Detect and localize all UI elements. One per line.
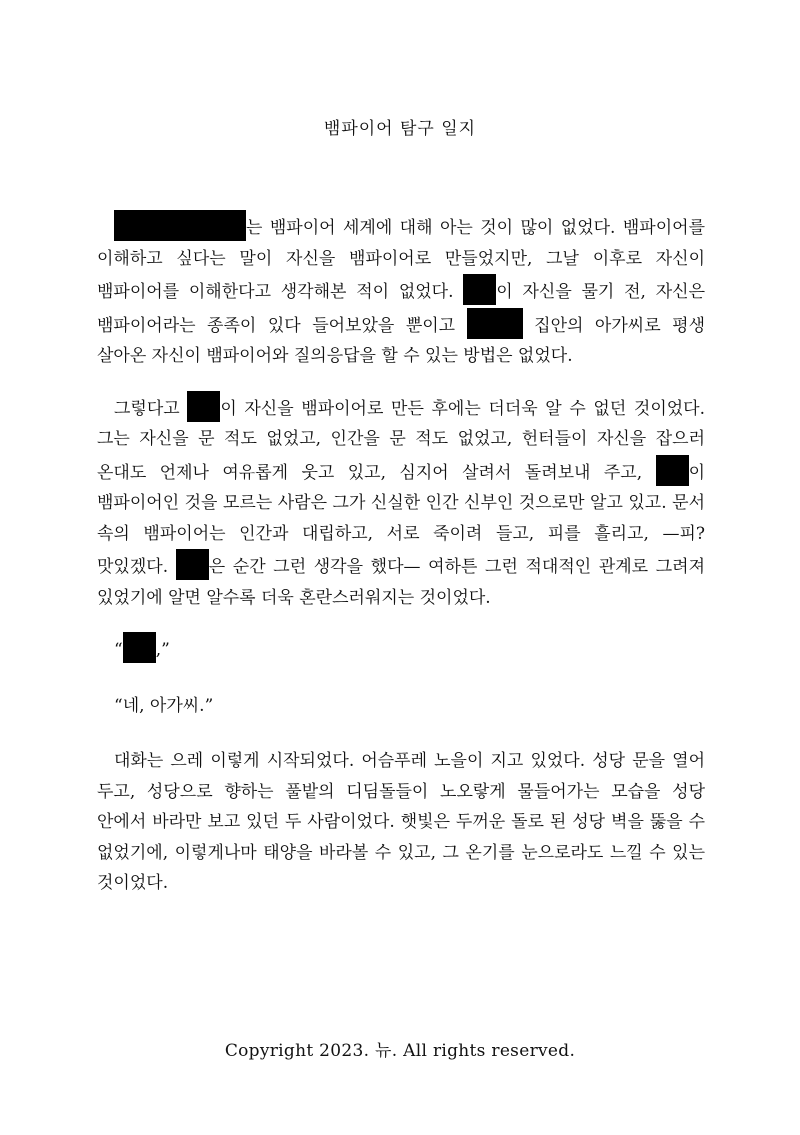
- paragraph-2-text-d: 은 순간 그런 생각을 했다— 여하튼 그런 적대적인 관계로 그려져 있었기에 알면 알수록 더욱 혼란스러워지는 것이었다.: [97, 557, 705, 608]
- paragraph-2-text-c: 이 뱀파이어인 것을 모르는 사람은 그가 신실한 인간 신부인 것으로만 알고 있고. 문서 속의 뱀파이어는 인간과 대립하고, 서로 죽이려 들고, 피를 흘리고, —피? 맛있겠다.: [97, 462, 705, 577]
- paragraph-2-text-b: 이 자신을 뱀파이어로 만든 후에는 더더욱 알 수 없던 것이었다. 그는 자신을 문 적도 없었고, 인간을 문 적도 없었고, 헌터들이 자신을 잡으러 온대도 언제나 여유롭게 웃고 있고, 심지어 살려서 돌려보내 주고,: [97, 398, 705, 483]
- redacted-name-block: [467, 308, 523, 339]
- dialogue-close-quote: ,”: [155, 640, 170, 660]
- paragraph-1-text-c: 집안의 아가씨로 평생 살아온 자신이 뱀파이어와 질의응답을 할 수 있는 방법은 없었다.: [97, 315, 705, 366]
- redacted-name-block: [123, 632, 156, 663]
- paragraph-2-text-a: 그렇다고: [114, 398, 188, 419]
- redacted-name-block: [176, 549, 209, 580]
- document-title: 뱀파이어 탐구 일지: [323, 119, 477, 139]
- paragraph-3: 대화는 으레 이렇게 시작되었다. 어슴푸레 노을이 지고 있었다. 성당 문을 열어 두고, 성당으로 향하는 풀밭의 디딤돌들이 노오랗게 물들어가는 모습을 성당 안에서 바라만 보고 있던 두 사람이었다. 햇빛은 두꺼운 돌로 된 성당 벽을 뚫을 수 없었기에, 이렇게나마 태양을 바라볼 수 있고, 그 온기를 눈으로라도 느낄 수 있는 것이었다.: [97, 751, 705, 893]
- redacted-name-block: [187, 391, 220, 422]
- redacted-name-block: [114, 210, 246, 241]
- paragraph-1-text-b: 이 자신을 물기 전, 자신은 뱀파이어라는 종족이 있다 들어보았을 뿐이고: [97, 282, 705, 336]
- paragraph-1: [97, 210, 705, 372]
- redacted-name-block: [463, 274, 496, 305]
- redacted-name-block: [656, 455, 689, 486]
- dialogue-line-2: “네, 아가씨.”: [114, 695, 214, 716]
- dialogue-open-quote: “: [114, 640, 123, 660]
- dialogue-line-1: [97, 632, 705, 666]
- paragraph-2: [97, 391, 705, 614]
- copyright-notice: Copyright 2023. 뉴. All rights reserved.: [224, 1041, 576, 1061]
- document-body: [97, 210, 705, 918]
- paragraph-1-text-a: 는 뱀파이어 세계에 대해 아는 것이 많이 없었다. 뱀파이어를 이해하고 싶다는 말이 자신을 뱀파이어로 만들었지만, 그날 이후로 자신이 뱀파이어를 이해한다고 생각해본 적이 없었다.: [97, 218, 705, 302]
